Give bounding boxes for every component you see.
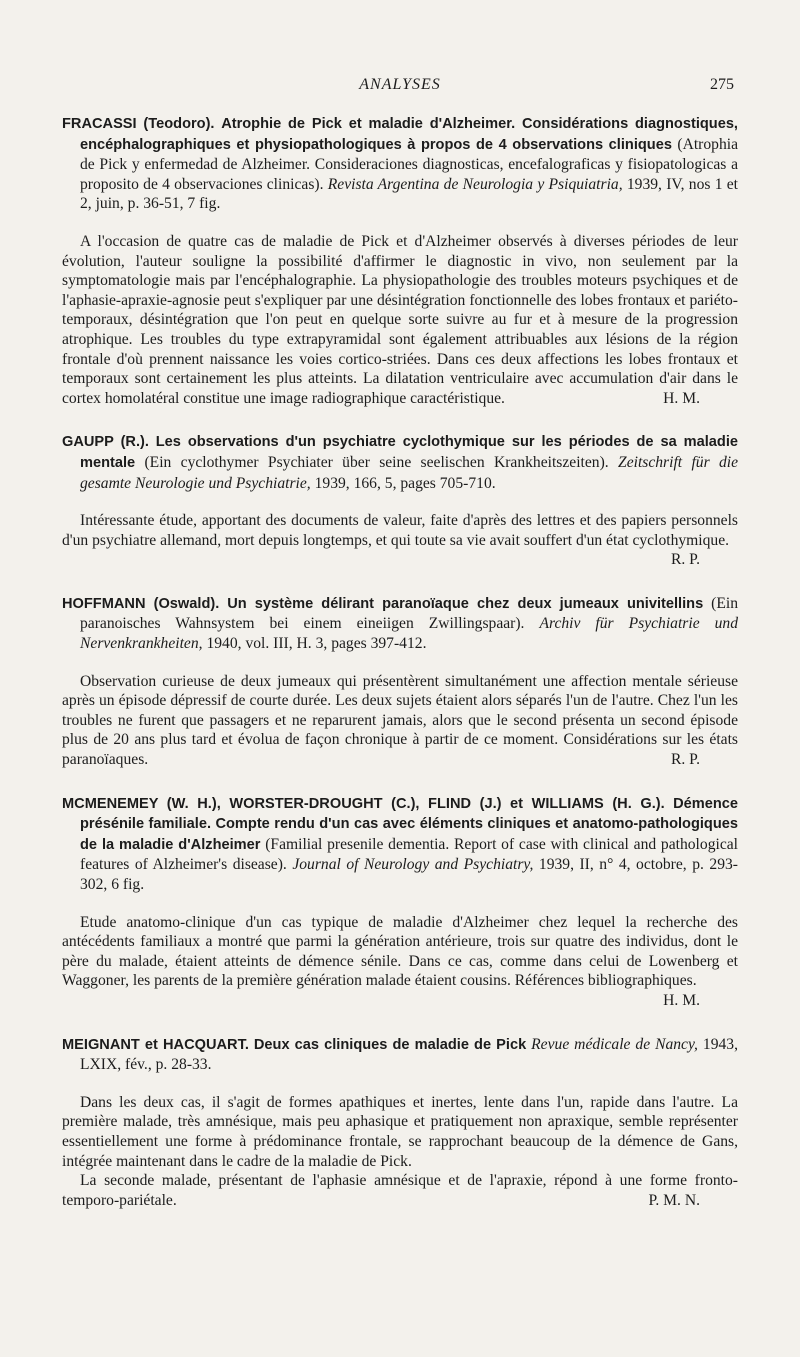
abstract (62, 672, 738, 770)
bibliographic-reference (62, 114, 738, 214)
authors: HOFFMANN (Oswald). (62, 595, 220, 612)
bibliographic-reference (62, 594, 738, 654)
authors: FRACASSI (Teodoro). (62, 116, 215, 132)
article-title: Deux cas cliniques de maladie de Pick (253, 1036, 527, 1053)
abstract (62, 232, 738, 408)
article-title: Les observations d'un psychiatre cyclothymique sur les périodes de sa maladie mentale (80, 434, 738, 471)
abstract-text: Intéressante étude, apportant des documents de valeur, faite d'après des lettres et des papiers personnels d'un psychiatre allemand, mort depuis longtemps, et qui toute sa vie avait souffert d'un état cyclothymique. (62, 512, 738, 549)
running-title: ANALYSES (359, 76, 441, 93)
article-title: Un système délirant paranoïaque chez deux jumeaux univitellins (227, 595, 704, 612)
abstract (62, 1093, 738, 1171)
abstract-text: Observation curieuse de deux jumeaux qui présentèrent simultanément une affection mentale sérieuse après un épisode dépressif de courte durée. Les deux sujets étaient alors séparés l'un de l'autre. Chez l'un les troubles ne furent que passagers et ne reparurent jamais, alors que le second présenta un second épisode plus de 20 ans plus tard et évolua de façon chronique à partir de ce moment. Considérations sur les états paranoïaques. (62, 672, 738, 769)
authors: MCMENEMEY (W. H.), WORSTER-DROUGHT (C.), FLIND (J.) et WILLIAMS (H. G.). (62, 795, 665, 812)
bibliographic-reference (62, 432, 738, 493)
abstract (62, 511, 738, 569)
article-title: Atrophie de Pick et maladie d'Alzheimer. Considérations diagnostiques, encéphalographiques et physiopathologiques à propos de 4 observations cliniques (80, 116, 738, 153)
review-entry-fracassi (62, 114, 738, 408)
review-entry-gaupp (62, 432, 738, 570)
reviewer-signature: P. M. N. (648, 1191, 700, 1209)
abstract-text: A l'occasion de quatre cas de maladie de Pick et d'Alzheimer observés à diverses périodes de leur évolution, l'auteur souligne la possibilité d'affirmer le diagnostic in vivo, non seulement par la symptomatologie mais par l'encéphalographie. La physiopathologie des troubles moteurs psychiques et de l'aphasie-apraxie-agnosie peut s'expliquer par une désintégration fonctionnelle des lobes frontaux et pariéto-temporaux, désintégration que l'on peut en quelque sorte suivre au fur et à mesure de la progression atrophique. Les troubles du type extrapyramidal sont également attribuables aux lésions de la région frontale d'où prennent naissance les voies cortico-striées. Dans ces deux affections les lobes frontaux et temporaux sont certainement les plus atteints. La dilatation ventriculaire avec accumulation d'air dans le cortex homolatéral constitue une image radiographique caractéristique. (62, 232, 738, 407)
journal-name: Zeitschrift für die gesamte Neurologie und Psychiatrie, (80, 453, 739, 492)
review-entry-hoffmann (62, 594, 738, 770)
abstract-text: Dans les deux cas, il s'agit de formes apathiques et inertes, lente dans l'un, rapide dans l'autre. La première malade, très amnésique, mais peu aphasique et pratiquement non apraxique, semble représenter essentiellement une forme à prédominance frontale, se rapprochant beaucoup de la démence de Gans, intégrée maintenant dans le cadre de la maladie de Pick. (62, 1093, 738, 1170)
publication-details: 1939, 166, 5, pages 705-710. (314, 474, 496, 492)
original-title: (Familial presenile dementia. Report of case with clinical and pathological features of Alzheimer's disease). (80, 835, 738, 874)
original-title: (Ein paranoisches Wahnsystem bei einem eineiigen Zwillingspaar). (80, 594, 739, 633)
original-title: (Atrophia de Pick y enfermedad de Alzheimer. Consideraciones diagnosticas, encefalograficas y fisiopatologicas a proposito de 4 observaciones clinicas). (80, 135, 738, 193)
bibliographic-reference (62, 1035, 738, 1075)
publication-details: 1939, II, n° 4, octobre, p. 293-302, 6 fig. (80, 856, 738, 893)
review-entry-mcmenemey (62, 794, 738, 1011)
publication-details: 1940, vol. III, H. 3, pages 397-412. (206, 635, 427, 653)
reviewer-signature: R. P. (670, 751, 700, 769)
reviewer-signature: R. P. (670, 551, 700, 569)
publication-details: 1939, IV, nos 1 et 2, juin, p. 36-51, 7 fig. (80, 175, 739, 213)
abstract-text-2: La seconde malade, présentant de l'aphasie amnésique et de l'apraxie, répond à une forme fronto-temporo-pariétale. (62, 1172, 738, 1209)
journal-name: Revue médicale de Nancy, (531, 1035, 698, 1053)
abstract-continued (62, 1171, 738, 1210)
reviewer-signature: H. M. (663, 389, 700, 407)
journal-name: Archiv für Psychiatrie und Nervenkrankheiten, (80, 615, 738, 653)
journal-name: Journal of Neurology and Psychiatry, (292, 856, 534, 874)
publication-details: 1943, LXIX, fév., p. 28-33. (80, 1035, 738, 1074)
article-title: Démence présénile familiale. Compte rendu d'un cas avec éléments cliniques et anatomo-pathologiques de la maladie d'Alzheimer (80, 795, 738, 853)
abstract-text: Etude anatomo-clinique d'un cas typique de maladie d'Alzheimer chez lequel la recherche des antécédents familiaux a montré que parmi la génération antérieure, trois sur quatre des individus, dont le père du malade, étaient atteints de démence sénile. Dans ce cas, comme dans celui de Lowenberg et Waggoner, les parents de la première génération malade étaient cousins. Références bibliographiques. (62, 913, 738, 990)
authors: MEIGNANT et HACQUART. (62, 1036, 249, 1053)
journal-name: Revista Argentina de Neurologia y Psiquiatria, (327, 175, 623, 193)
original-title: (Ein cyclothymer Psychiater über seine seelischen Krankheitszeiten). (144, 453, 609, 471)
running-head (0, 76, 800, 98)
reviewer-signature: H. M. (663, 991, 700, 1009)
page-number: 275 (710, 76, 734, 93)
review-entry-meignant (62, 1035, 738, 1211)
bibliographic-reference (62, 794, 738, 895)
abstract (62, 913, 738, 1009)
article-list (62, 114, 738, 1234)
authors: GAUPP (R.). (62, 434, 149, 451)
